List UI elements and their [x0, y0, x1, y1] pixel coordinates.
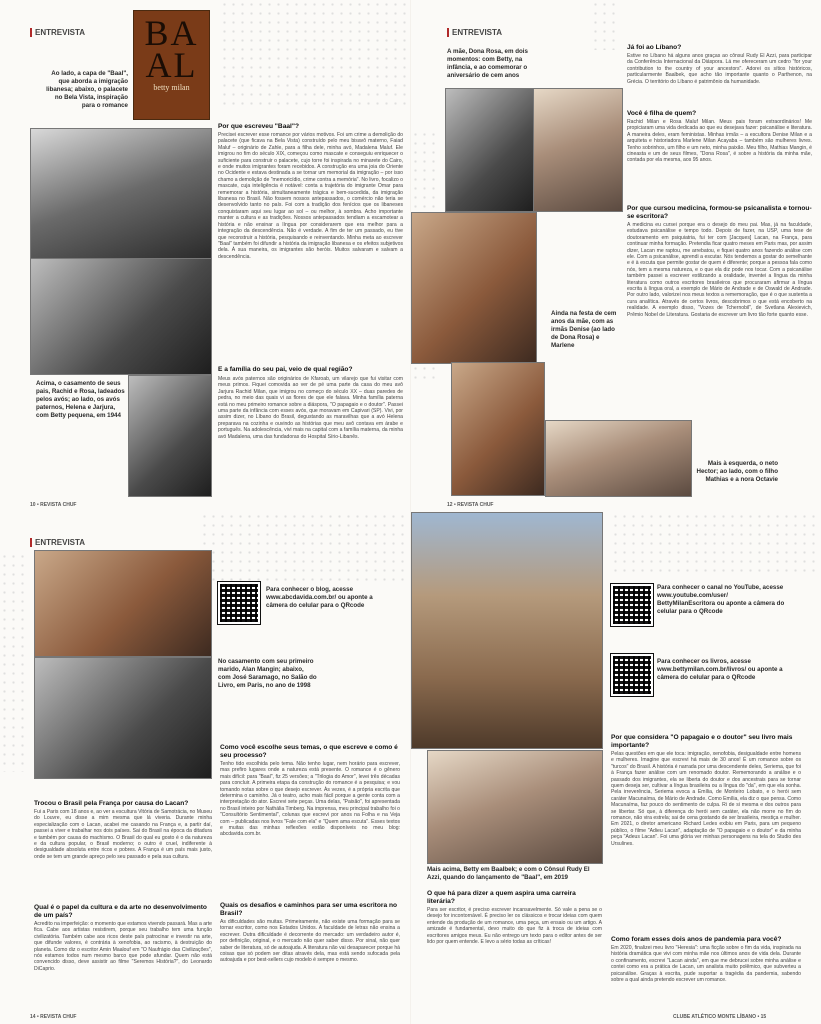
book-cover-baal	[133, 10, 210, 120]
question-1: O que há para dizer a quem aspira uma carreira literária?	[427, 890, 576, 905]
answer-1: Para ser escritor, é preciso escrever incansavelmente. Só vale a pena se o desejo for incontornável. É preciso ler os clássicos e trocar ideias com quem entende da produção de um romance, uma peça, um ensaio ou um artigo. A amizade é fundamental, devo muito do que fiz à troca de ideias com escritores amigos meus. Eu não entrego um texto para o editor antes de ser lido por quem entende. E levo a sério todas as críticas!	[427, 907, 602, 946]
page-10	[0, 0, 410, 512]
caption-party: Ainda na festa de cem anos da mãe, com as irmãs Denise (ao lado de Dona Rosa) e Marlene	[551, 310, 617, 349]
hexagon-pattern	[200, 512, 410, 582]
caption-cover: Ao lado, a capa de "Baal", que aborda a imigração libanesa; abaixo, o palacete no Bela Vista, inspiração para o romance	[46, 70, 128, 109]
caption-wedding: Acima, o casamento de seus pais, Rachid e Rosa, ladeados pelos avós; ao lado, os avós paternos, Helena e Jarjura, com Betty pequena, em 1944	[36, 380, 125, 419]
question-4: Quais os desafios e caminhos para ser uma escritora no Brasil?	[220, 902, 398, 917]
caption-baalbek: Mais acima, Betty em Baalbek; e com o Cônsul Rudy El Azzi, quando do lançamento de "Baal", em 2019	[427, 866, 590, 881]
photo-grandparents	[128, 375, 212, 497]
question-3: Por que cursou medicina, formou-se psicanalista e tornou-se escritora?	[627, 205, 812, 220]
photo-mother-100	[533, 88, 623, 212]
page-footer: 12 • REVISTA CHUF	[447, 502, 494, 508]
caption-marriage: No casamento com seu primeiro marido, Alan Mangin; abaixo, com José Saramago, no Salão do Livro, em Paris, no ano de 1998	[218, 658, 317, 689]
page-12	[411, 0, 821, 512]
question-2: E a família do seu pai, veio de qual região?	[218, 366, 353, 373]
question-2: Você é filha de quem?	[627, 110, 697, 117]
photo-mother-young	[445, 88, 535, 212]
page-14	[0, 512, 410, 1024]
photo-grandson	[451, 362, 545, 496]
qr-code-books[interactable]	[611, 654, 653, 696]
question-2: Qual é o papel da cultura e da arte no desenvolvimento de um país?	[34, 904, 207, 919]
page-footer: 14 • REVISTA CHUF	[30, 1014, 77, 1020]
question-3: Como você escolhe seus temas, o que escreve e como é seu processo?	[220, 744, 398, 759]
qr-books-text: Para conhecer os livros, acesse www.bettymilan.com.br/livros/ ou aponte a câmera do celular para o QRcode	[657, 658, 783, 681]
section-label: ENTREVISTA	[447, 28, 502, 37]
photo-marriage	[34, 550, 212, 657]
question-2: Por que considera "O papagaio e o doutor" seu livro mais importante?	[611, 734, 793, 749]
photo-palacete	[30, 128, 212, 260]
photo-saramago	[34, 657, 212, 779]
answer-1: Fui a Paris com 18 anos e, ao ver a escultura Vitória de Samotrácia, no Museu do Louvre, eu disse a mim mesma que lá viveria. Durante minha especialização com o Lacan, acabei me casando na França e, a partir daí, passei a viver e trabalhar nos dois países. Sai do Brasil na época da ditadura e também por causa do machismo. O Brasil do qual eu gosto é o da natureza e da cultura popular, o Brasil moderno; o outro é cruel, indiferente à desigualdade absoluta entre ricos e pobres. A França é um país mais justo, onde se tem um grande apreço pelo seu passado e pela sua cultura.	[34, 809, 212, 860]
caption-family: Mais à esquerda, o neto Hector; ao lado, com o filho Mathias e a nora Octavie	[696, 460, 778, 483]
hexagon-pattern	[591, 0, 621, 50]
photo-party	[411, 212, 537, 364]
qr-youtube-text: Para conhecer o canal no YouTube, acesse www.youtube.com/user/ BettyMilanEscritora ou aponte a câmera do celular para o QRcode	[657, 584, 785, 615]
question-1: Por que escreveu "Baal"?	[218, 123, 300, 130]
section-label: ENTREVISTA	[30, 538, 85, 547]
hexagon-pattern	[220, 0, 410, 110]
page-15	[411, 512, 821, 1024]
answer-3: Tenho tido escolhida pelo tema. Não tenho lugar, nem horário para escrever, mas prefiro lugares onde a natureza está presente. O romance é o gênero mais difícil: para "Baal", fiz 25 versões; a "Trilogia do Amor", levei três décadas para concluir. A primeira etapa da construção do romance é a pesquisa; e vou tomando notas sobre o que desejo escrever. Às vezes, é a própria escrita que determina o caminho. Já o teatro, acho mais fácil porque a gente conta com a interpretação do ator. Escrevi sete peças. Uma delas, "Paixão", foi apresentada no Brasil inteiro por Nathália Timberg. Na imprensa, meu principal trabalho foi o "Consultório Sentimental", colunas que escrevi por anos na Folha e na Veja com – publicadas nos livros "Fale com ela" e "Quem ama escuta". Esses textos e muitas das minhas reflexões estão disponíveis no meu blog: abcdavida.com.br.	[220, 761, 400, 838]
page-footer: 10 • REVISTA CHUF	[30, 502, 77, 508]
answer-2: Rachid Milan e Rosa Maluf Milan. Meus pais foram extraordinários! Me propiciaram uma vida dedicada ao que eu desejava fazer: psicanálise e literatura. A maneira deles, eram feministas. Minhas irmãs – a escultora Denise Milan e a arquiteta e historiadora Marlene Milan Acayaba – também são mulheres livres. Tenho sobrinhos, um filho e um neto, minha paixão. Meu filho, Mathias Mangin, é cineasta e um de seus filmes, "Dona Rosa", é sobre a história da minha mãe, contada por ela mesma, aos 95 anos.	[627, 119, 812, 164]
answer-1: Precisei escrever esse romance por vários motivos. Foi um crime a demolição do palacete (que ficava na Bela Vista) construído pelo meu bisavô materno, Faiad Maluf – originário de Zahle, para a filha dele, minha avó, Madalena Maluf. Ele imigrou no fim do século XIX, começou como mascate e conseguiu enriquecer o suficiente para construir o palacete, cujo torre foi inspirada no minarete do Cairo, e onde muitos imigrantes foram recebidos. A construção era uma joia do Oriente no Ocidente e estava destinada a se tornar um memorial da imigração – por isso chamo a demolição de "memoricídio, crime contra a memória". No livro, focalizo o mascate, cuja inteligência é notável: conta a trajetória do imigrante Omar para rememorar a história, simultaneamente trágica e bem-sucedida, da imigração libanesa no Brasil. Não fossem nossos antepassados, o comércio não teria se desenvolvido tanto no país. Foi com a tradição dos fenícios que os libaneses conquistaram aqui seu lugar ao sol – ou melhor, à sombra. Acho importante manter a cultura e as tradições. Nossos antepassados tendiam a escamotear a história e não ensinar a língua por considerarem que era melhor para a integração da descendência. Não é verdade. A fim de ter um passado, eu tive que reconstruir a história, pesquisando e reinventando. Minha meta ao escrever "Baal" também foi difundir a história da imigração libanesa e os efeitos subjetivos dela. À sua maneira, os imigrantes são heróis. Muitos salvaram e salvam a descendência.	[218, 132, 403, 260]
caption-mother: A mãe, Dona Rosa, em dois momentos: com Betty, na infância, e ao comemorar o aniversário de cem anos	[447, 48, 528, 79]
answer-2: Pelas questões em que ele toca: imigração, xenofobia, desigualdade entre homens e mulheres. Imagine que escrevi há mais de 30 anos! É um romance sobre os "turcos" do Brasil. A história é narrada por uma descendente deles, Seriema, que foi à França fazer análise com um renomado doutor. Rememorando a análise e o passado dos imigrantes, ela se liberta do doutor e dos ancestrais para se tornar quem deseja ser, cultivar a língua brasileira ou a língua do "da", em que ela sonha. Pela irreverência, Seriema evoca a Emília, de Monteiro Lobato, e o herói sem caráter Macunaíma, de Mário de Andrade. Como Emília, ela diz o que pensa. Como Macunaíma, faz pouco do sentimento de culpa. Ri de si mesma e dos outros para se libertar. Só que, à diferença do herói sem caráter, ela não morre no fim do romance, não vira estrela; sai de cena gostando de ser brasileira, mestiça e mulher. Em 2021, o diretor americano Richard Ledes exibiu em Paris, para um pequeno público, o filme "Adieu Lacan", adaptação de "O papagaio e o doutor" e da minha peça "Adeus Lacan". Foi uma glória ver minhas personagens na tela do Studio des Ursulines.	[611, 751, 801, 847]
answer-1: Estive no Líbano há alguns anos graças ao cônsul Rudy El Azzi, para participar da Conferência Internacional da Diáspora. Lá me ofereceram um cedro "for your contribution to the country of your ancestors". Adorei os sítios históricos, particularmente Baalbek, que acho tão importante quanto o Parthenon, na Grécia. O território do Líbano é patrimônio da humanidade.	[627, 53, 812, 85]
hexagon-pattern	[0, 552, 28, 772]
qr-blog-text: Para conhecer o blog, acesse www.abcdavida.com.br/ ou aponte a câmera do celular para o QRcode	[266, 586, 373, 609]
book-title: BA AL	[144, 13, 199, 85]
answer-3: Em 2020, finalizei meu livro "Heresia": uma ficção sobre o fim da vida, inspirada na história dramática que vivi com minha mãe nos últimos anos de vida dela. Durante o confinamento, escrevi "Lacan ainda", em que me debrucei sobre minha análise e contei como era a prática de Lacan, um analista muito polêmico, que subverteu a psicanálise. Graças à escrita, pude suportar a tragédia da pandemia, sabendo sobre a qual ainda pretendo escrever um romance.	[611, 945, 801, 984]
photo-baalbek	[411, 512, 603, 749]
book-author: betty milan	[153, 83, 190, 92]
question-1: Já foi ao Líbano?	[627, 44, 682, 51]
section-label: ENTREVISTA	[30, 28, 85, 37]
question-3: Como foram esses dois anos de pandemia para você?	[611, 936, 782, 943]
answer-3: A medicina eu cursei porque era o desejo do meu pai. Mas, já na faculdade, estudava psicanálise e tempo todo. Depois de fazer, na USP, uma tese de doutoramento em psiquiatria, fui ter com [Jacques] Lacan, na França, para continuar minha formação. Pretendia ficar quatro meses em Paris mas, por assim dizer, Lacan me raptou, me arrebatou, e fiquei quatro anos fazendo análise com ele. Com a psicanálise, aprendi a escutar. Nós tendemos a gostar do semelhante e é à escuta que permite gostar de quem é diferente; porque a pessoa fala como nós, tem a mesma natureza, e o que ela diz pode nos tocar. Com a psicanálise também passei a escrever estilizando a oralidade, inventei a língua da minha literatura como outros escritores brasileiros que procuraram afirmar a língua escrita à língua oral, a exemplo de Mário de Andrade e de Oswald de Andrade. Por outro lado, valorizei nos meus textos a rememoração, que é o que sustenta a cura analítica. Através de certos livros, descobrimos o que está encoberto na realidade. A exemplo disso, "Vozes de Tchernobil", de Svetlana Alexievich, Prêmio Nobel de Literatura. Gostaria de escrever um livro tão forte quanto esse.	[627, 222, 812, 318]
answer-4: As dificuldades são muitas. Primeiramente, não existe uma formação para se tornar escritor, como nos Estados Unidos. A faculdade de letras não ensina a escrever. Outra dificuldade é decorrente do mercado: um verdadeiro autor é, por definição, original, e o mercado não quer saber disso. Por sinal, não quer saber de literatura, só de autoajuda. A literatura não vai desaparecer porque há coisas que só podem ser ditas através dela, mas está sendo sufocada pela autoajuda e por best-sellers cujo modelo é sempre o mesmo.	[220, 919, 400, 964]
question-1: Trocou o Brasil pela França por causa do Lacan?	[34, 800, 189, 807]
answer-2: Acredito na imperfeição: o momento que estamos vivendo passará. Mas a arte fica. Cabe aos artistas resistirem, porque seu trabalho tem uma função civilizatória. Também cabe aos ricos deste país patrocinar e investir na arte, que difunde valores, é contrária à xenofobia, ao racismo, à destruição do planeta. Como diz o escritor Amin Maalouf em "O Naufrágio das Civilizações", nós estamos todos num mesmo barco que pode afundar. Quem não está convencido disso, deve assistir ao filme "Seremos História?", do Leonardo DiCaprio.	[34, 921, 212, 972]
answer-2: Meus avós paternos são originários de Kfaroab, um vilarejo que fui visitar com meus primos. Fiquei comovida ao ver de pé uma parte da casa do meu avô Jarjura Rachid Milan, que imigrou no começo do século XX – duas paredes de pedra, no meio das quais vi as flores de que ele falava. Minha família paterna está no meu primeiro romance sobre a diáspora, "O papagaio e o doutor". Passei uma parte da infância com esses avós, que moravam em Capivari (SP). Vivi, por assim dizer, no Líbano do Brasil, degustando as maravilhas que a avó Helena preparava na cozinha e ouvindo as histórias que meu avô contava em árabe e português. Na adolescência, vivi mais na capital com a família materna, da minha avó Madalena, uma das fundadoras do Hospital Sírio-Libanês.	[218, 376, 403, 440]
page-footer: CLUBE ATLÉTICO MONTE LÍBANO • 15	[673, 1014, 767, 1020]
qr-code-blog[interactable]	[218, 582, 260, 624]
hexagon-pattern	[611, 512, 821, 572]
photo-wedding	[30, 258, 212, 375]
qr-code-youtube[interactable]	[611, 584, 653, 626]
photo-consul	[427, 750, 603, 864]
